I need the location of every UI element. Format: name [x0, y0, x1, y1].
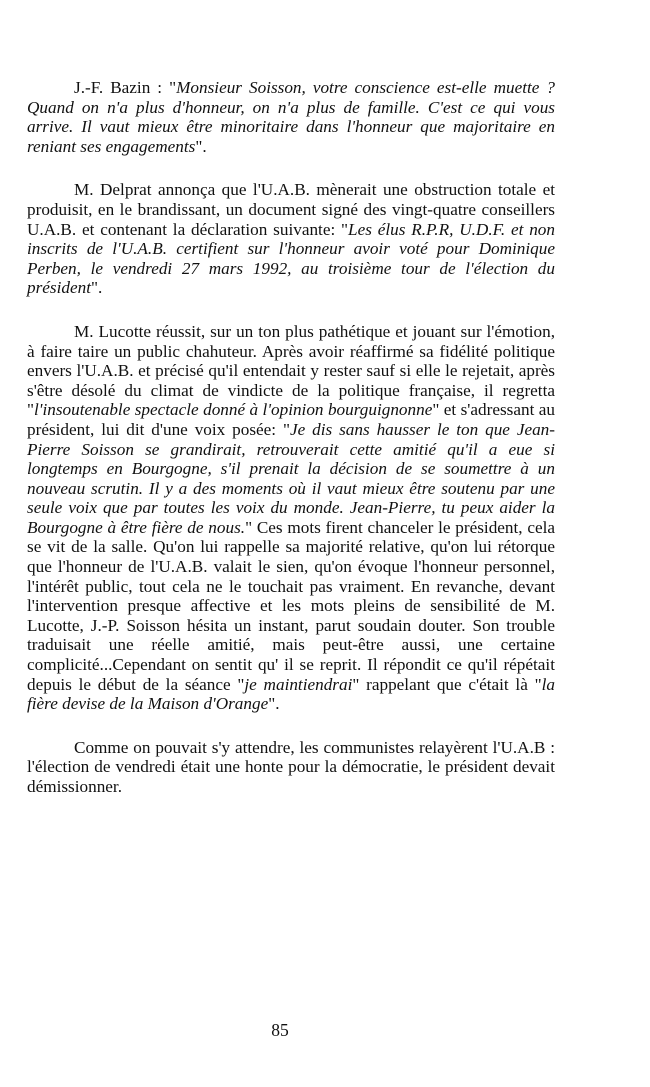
paragraph-lucotte	[27, 322, 555, 714]
text-segment: Comme on pouvait s'y attendre, les communistes relayèrent l'U.A.B : l'élection de vendredi était une honte pour la démocratie, le président devait démissionner.	[27, 737, 555, 796]
text-segment: " et s'adressant au président, lui dit d'une voix posée: "	[27, 400, 555, 439]
page-number: 85	[271, 1020, 289, 1040]
text-segment: M. Lucotte réussit, sur un ton plus pathétique et jouant sur l'émotion, à faire taire un public chahuteur. Après avoir réaffirmé sa fidélité politique envers l'U.A.B. et précisé qu'il entendait y rester sauf si elle le rejetait, après s'être désolé du climat de vindicte de la politique française, il regretta "	[27, 321, 555, 420]
text-segment: ".	[268, 694, 280, 714]
paragraph-communistes	[27, 738, 555, 797]
text-segment-italic: l'insoutenable spectacle donné à l'opinion bourguignonne	[34, 400, 433, 420]
text-segment-italic: je maintiendrai	[244, 674, 353, 694]
text-segment: ".	[195, 136, 207, 156]
text-segment-italic: Je dis sans hausser le ton que Jean-Pierre Soisson se grandirait, retrouverait cette amitié qu'il a eue si longtemps en Bourgogne, s'il prenait la décision de se soumettre à un nouveau scrutin. Il y a des moments où il vaut mieux être soutenu par une seule voix que par toutes les voix du monde. Jean-Pierre, tu peux aider la Bourgogne à être fière de nous.	[27, 419, 555, 537]
text-segment: " rappelant que c'était là "	[352, 674, 542, 694]
page-body	[27, 78, 555, 797]
text-segment: ".	[90, 278, 103, 298]
text-segment-italic: la fière devise de la Maison d'Orange	[27, 674, 555, 714]
paragraph-bazin-quote	[27, 78, 555, 156]
text-segment: M. Delprat annonça que l'U.A.B. mènerait une obstruction totale et produisit, en le brandissant, un document signé des vingt-quatre conseillers U.A.B. et contenant la déclaration suivante: "	[27, 180, 555, 239]
paragraph-delprat	[27, 180, 555, 298]
text-segment-italic: Les élus R.P.R, U.D.F. et non inscrits de l'U.A.B. certifient sur l'honneur avoir voté pour Dominique Perben, le vendredi 27 mars 1992, au troisième tour de l'élection du président	[27, 219, 555, 298]
text-segment-italic: Monsieur Soisson, votre conscience est-elle muette ? Quand on n'a plus d'honneur, on n'a plus de famille. C'est ce qui vous arrive. Il vaut mieux être minoritaire dans l'honneur que majoritaire en reniant ses engagements	[27, 78, 555, 156]
text-segment: J.-F. Bazin : "	[74, 78, 177, 97]
text-segment: " Ces mots firent chanceler le président, cela se vit de la salle. Qu'on lui rappelle sa majorité relative, qu'on lui rétorque que l'honneur de l'U.A.B. valait le sien, qu'on évoque l'honneur personnel, l'intérêt public, tout cela ne le touchait pas vraiment. En revanche, devant l'intervention presque affective et les mots pleins de sensibilité de M. Lucotte, J.-P. Soisson hésita un instant, parut soudain douter. Son trouble traduisait une réelle amitié, mais peut-être aussi, une certaine complicité...Cependant on sentit qu' il se reprit. Il répondit ce qu'il répétait depuis le début de la séance "	[27, 517, 556, 694]
